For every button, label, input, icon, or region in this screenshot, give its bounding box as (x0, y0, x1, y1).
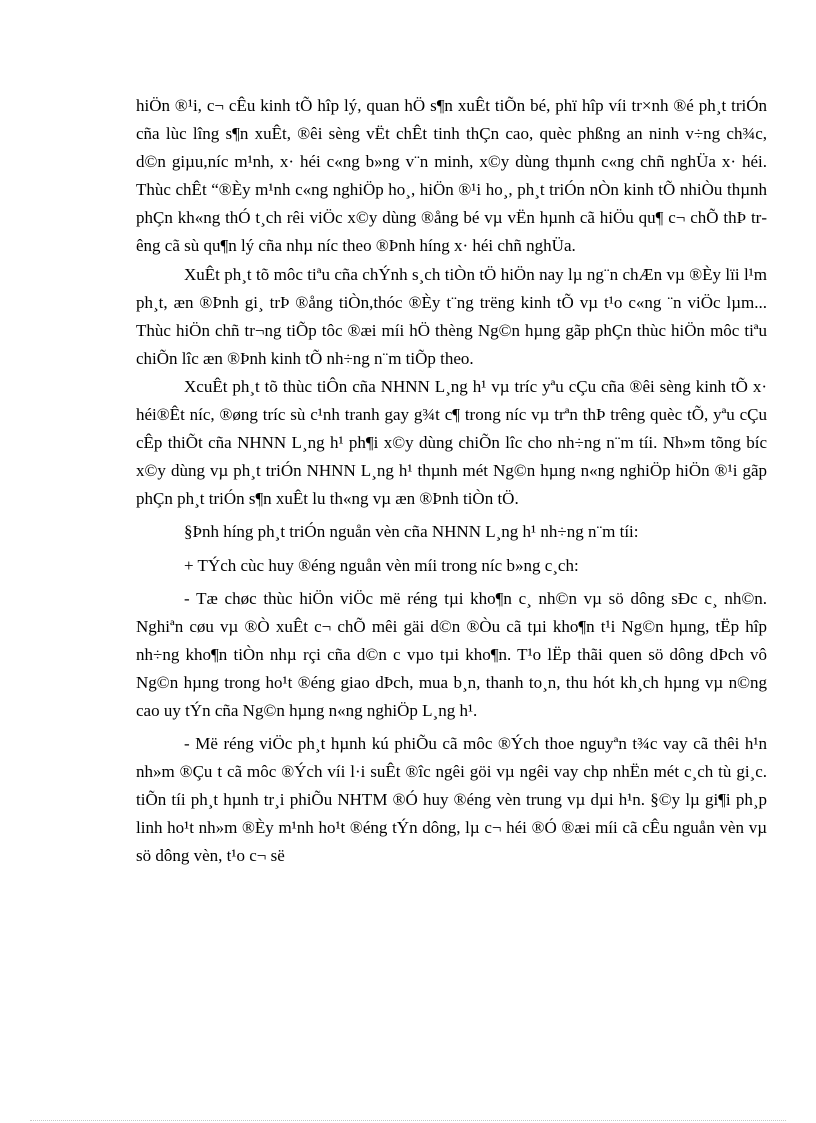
bullet-mobilize-capital: + TÝch cùc huy ®éng nguån vèn míi trong níc b»ng c¸ch: (184, 555, 579, 575)
paragraph-intro-continuation: hiÖn ®¹i, c¬ cÊu kinh tÕ hîp lý, quan hÖ s¶n xuÊt tiÕn bé, phï hîp víi tr×nh ®é ph¸t triÓn cña lùc lîng s¶n xuÊt, ®êi sèng vËt chÊt tinh thÇn cao, quèc phßng an ninh v÷ng ch¾c, d©n giµu,níc m¹nh, x· héi c«ng b»ng v¨n minh, x©y dùng thµnh c«ng chñ nghÜa x· héi. Thùc chÊt “®Èy m¹nh c«ng nghiÖp ho¸, hiÖn ®¹i ho¸, ph¸t triÓn nÒn kinh tÕ nhiÒu thµnh phÇn kh«ng thÓ t¸ch rêi viÖc x©y dùng ®ång bé vµ vËn hµnh cã hiÖu qu¶ c¬ chÕ thÞ trêng cã sù qu¶n lý cña nhµ níc theo ®Þnh híng x· héi chñ nghÜa. (136, 96, 767, 256)
section-heading-capital-orientation: §Þnh híng ph¸t triÓn nguån vèn cña NHNN L¸ng h¹ nh÷ng n¨m tíi: (184, 522, 639, 542)
bullet-personal-accounts: - Tæ chøc thùc hiÖn viÖc më réng tµi kho¶n c¸ nh©n vµ sö dông sÐc c¸ nh©n. Nghiªn cøu vµ ®Ò xuÊt c¬ chÕ mêi gäi d©n ®Òu cã tµi kho¶n t¹i Ng©n hµng, tËp hîp nh÷ng kho¶n tiÒn nhµ rçi cña d©n c vµo tµi kho¶n. T¹o lËp thãi quen sö dông dÞch vô Ng©n hµng trong ho¹t ®éng giao dÞch, mua b¸n, thanh to¸n, thu hót kh¸ch hµng vµ n©ng cao uy tÝn cña Ng©n hµng n«ng nghiÖp L¸ng h¹. (136, 588, 767, 720)
page-bottom-divider (30, 1120, 786, 1121)
bullet-bond-issuance: - Më réng viÖc ph¸t hµnh kú phiÕu cã môc ®Ých thoe nguyªn t¾c vay cã thêi h¹n nh»m ®Çu t cã môc ®Ých víi l·i suÊt ®îc ngêi göi vµ ngêi vay chp nhËn mét c¸ch tù gi¸c. tiÕn tíi ph¸t hµnh tr¸i phiÕu NHTM ®Ó huy ®éng vèn trung vµ dµi h¹n. §©y lµ gi¶i ph¸p linh ho¹t nh»m ®Èy m¹nh ho¹t ®éng tÝn dông, lµ c¬ héi ®Ó ®æi míi cã cÊu nguån vèn vµ sö dông vèn, t¹o c¬ së (136, 734, 767, 866)
paragraph-nhnn-strategy: XcuÊt ph¸t tõ thùc tiÔn cña NHNN L¸ng h¹ vµ tríc yªu cÇu cña ®êi sèng kinh tÕ x· héi®Êt níc, ®øng tríc sù c¹nh tranh gay g¾t c¶ trong níc vµ trªn thÞ trêng quèc tÕ, yªu cÇu cÊp thiÕt cña NHNN L¸ng h¹ ph¶i x©y dùng chiÕn lîc cho nh÷ng n¨m tíi. Nh»m tõng bíc x©y dùng vµ ph¸t triÓn NHNN L¸ng h¹ thµnh mét Ng©n hµng n«ng nghiÖp hiÖn ®¹i gãp phÇn ph¸t triÓn s¶n xuÊt lu th«ng vµ æn ®Þnh tiÒn tÖ. (136, 376, 767, 509)
document-page (136, 92, 767, 871)
paragraph-monetary-policy: XuÊt ph¸t tõ môc tiªu cña chÝnh s¸ch tiÒn tÖ hiÖn nay lµ ng¨n chÆn vµ ®Èy lïi l¹m ph¸t, æn ®Þnh gi¸ trÞ ®ång tiÒn,thóc ®Èy t¨ng trëng kinh tÕ vµ t¹o c«ng ¨n viÖc lµm... Thùc hiÖn chñ tr¬ng tiÕp tôc ®æi míi hÖ thèng Ng©n hµng gãp phÇn thùc hiÖn môc tiªu chiÕn lîc æn ®Þnh kinh tÕ nh÷ng n¨m tiÕp theo. (136, 264, 767, 368)
